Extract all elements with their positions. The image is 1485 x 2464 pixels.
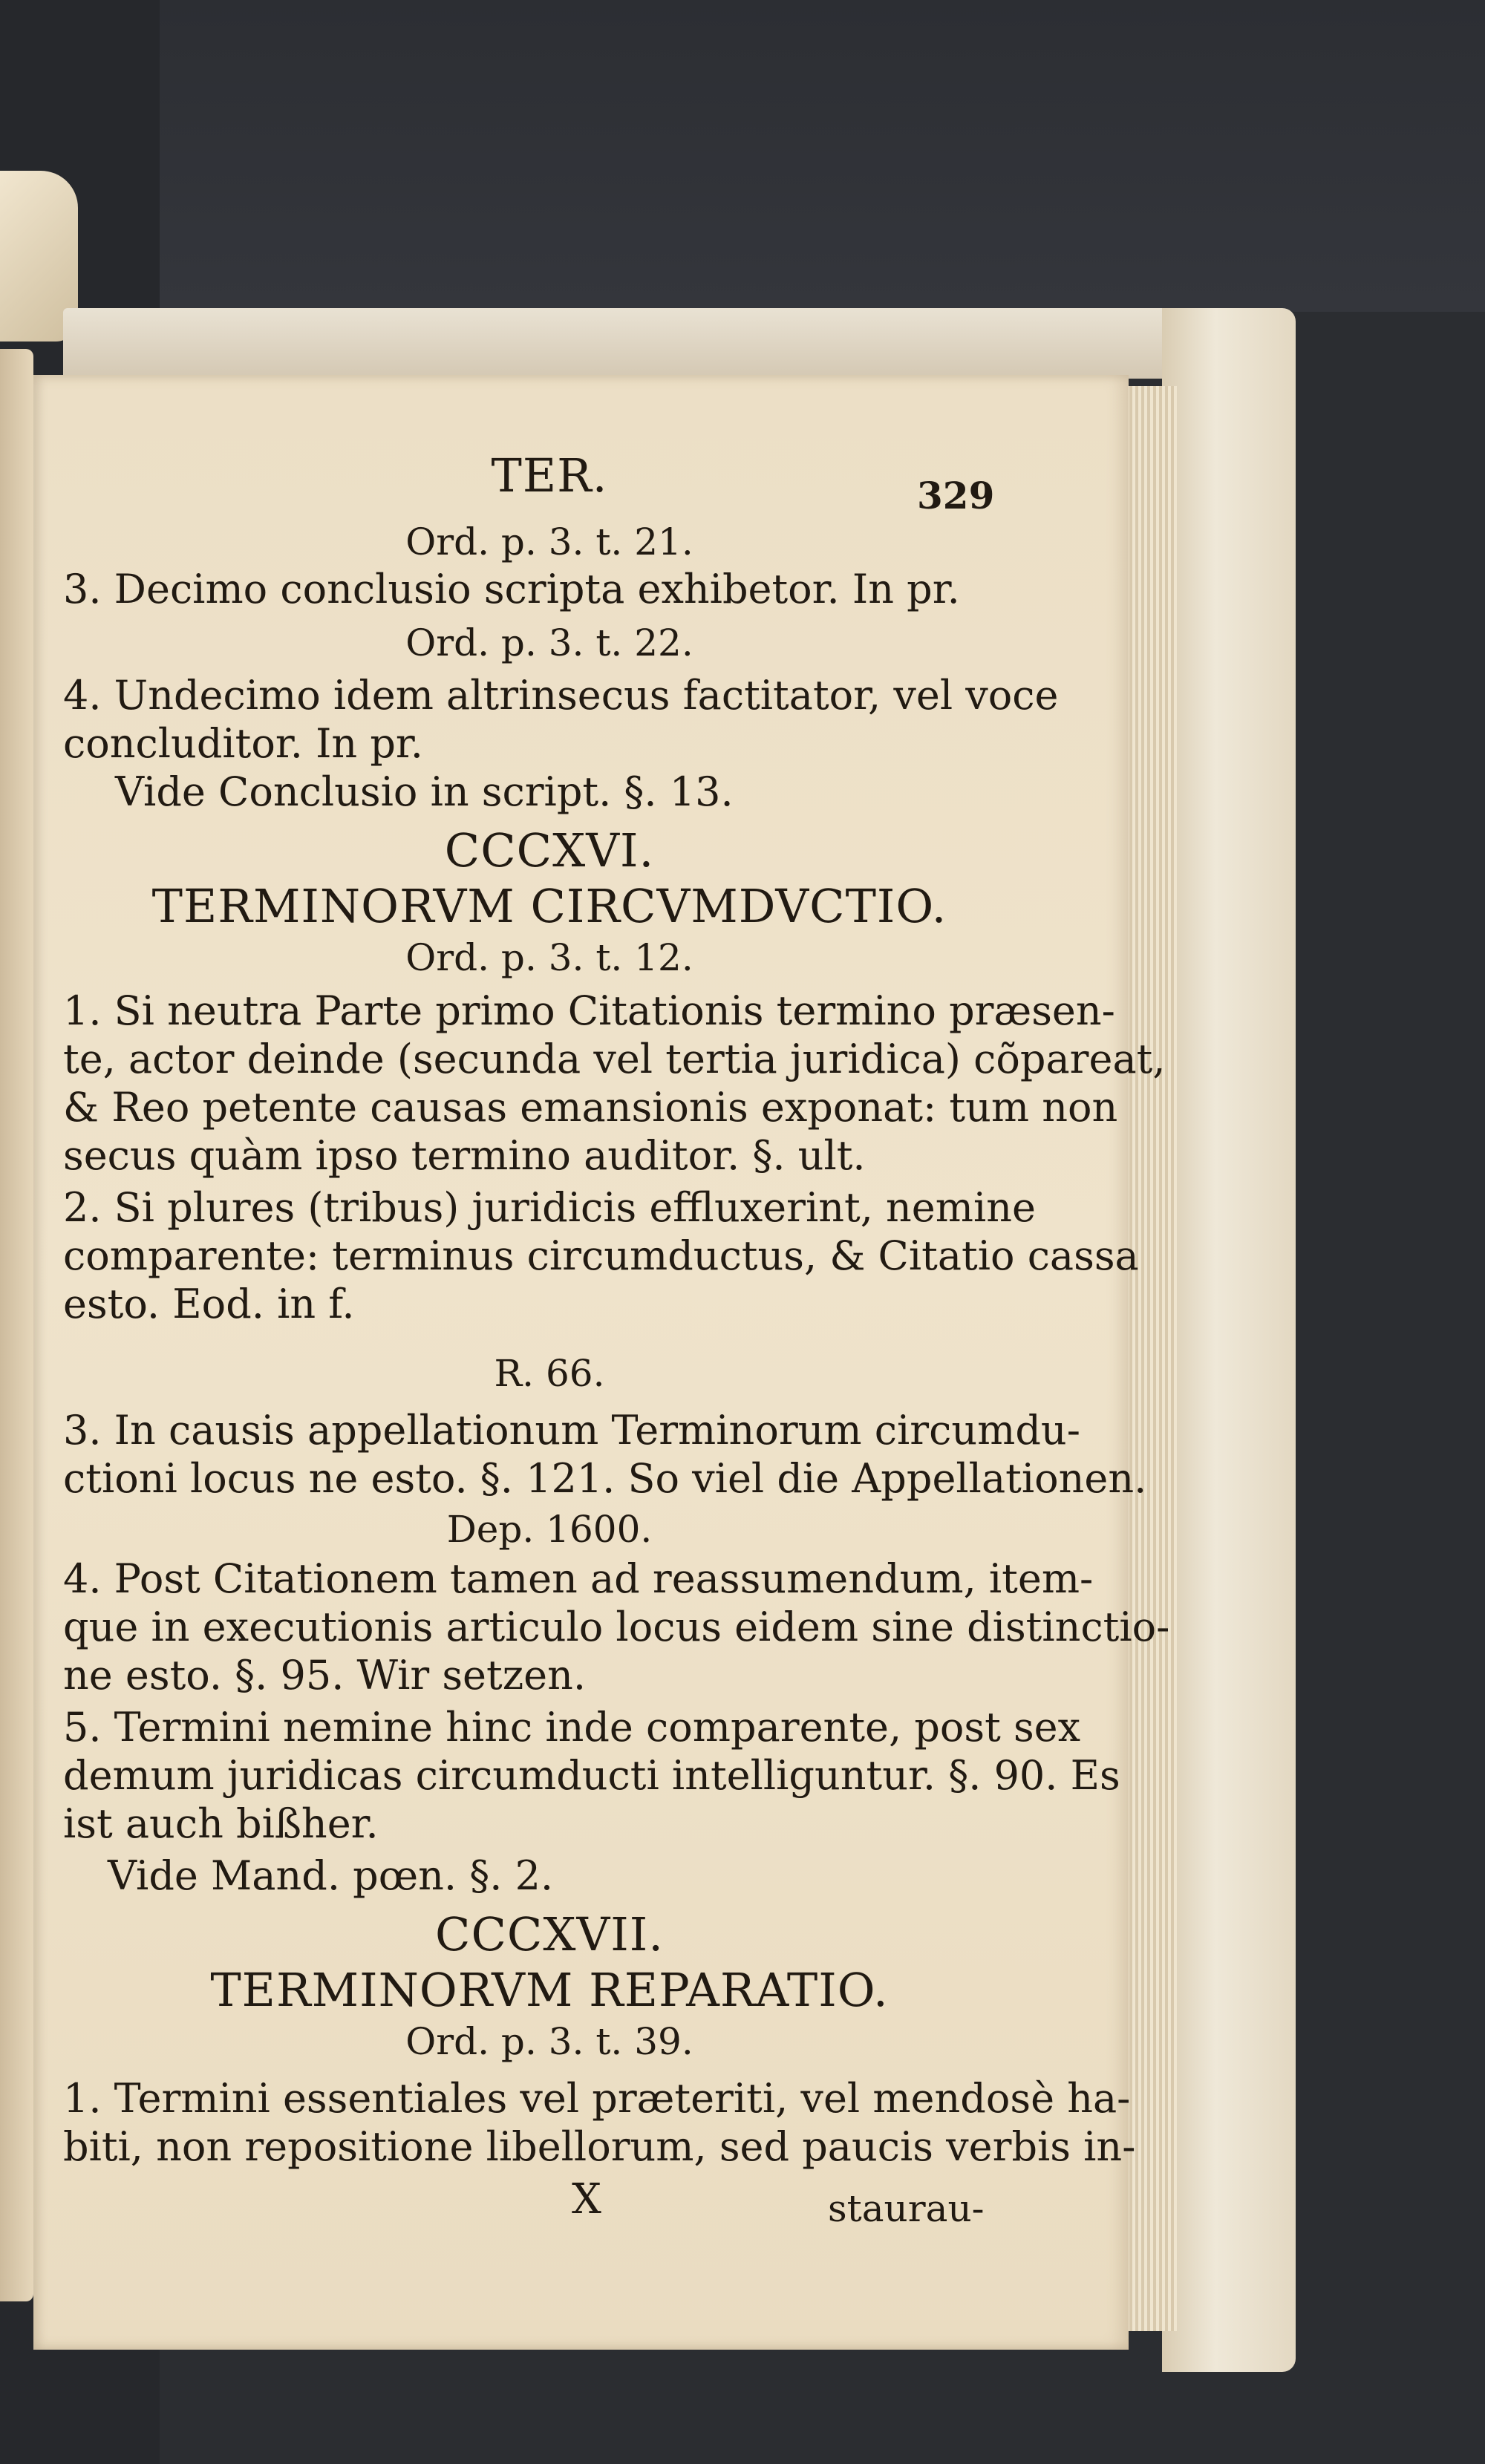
facing-page-edge (0, 349, 33, 2301)
reference-line: R. 66. (494, 1352, 605, 1395)
vellum-cover-right (1162, 308, 1296, 2372)
background-top (0, 0, 1485, 312)
reference-line: Ord. p. 3. t. 39. (405, 2020, 693, 2063)
text-line: secus quàm ipso termino auditor. §. ult. (63, 1132, 866, 1179)
see-also-line: Vide Mand. pœn. §. 2. (108, 1852, 554, 1899)
text-line: que in executionis articulo locus eidem sine distinctio- (63, 1604, 1170, 1650)
catchword: staurau- (828, 2187, 985, 2230)
text-line: ne esto. §. 95. Wir setzen. (63, 1652, 587, 1699)
text-line: comparente: terminus circumductus, & Citatio cassa (63, 1232, 1139, 1279)
text-line: 1. Termini essentiales vel præteriti, vel mendosè ha- (63, 2075, 1131, 2122)
vellum-cover-top (63, 308, 1273, 379)
text-line: concluditor. In pr. (63, 720, 423, 767)
text-line: 3. Decimo conclusio scripta exhibetor. In pr. (63, 566, 960, 612)
text-line: demum juridicas circumducti intelliguntur. §. 90. Es (63, 1752, 1120, 1799)
text-line: ist auch bißher. (63, 1800, 379, 1847)
text-line: 2. Si plures (tribus) juridicis effluxerint, nemine (63, 1184, 1036, 1231)
reference-line: Dep. 1600. (446, 1508, 653, 1551)
text-line: biti, non repositione libellorum, sed paucis verbis in- (63, 2123, 1136, 2170)
signature-mark: X (572, 2175, 601, 2223)
reference-line: Ord. p. 3. t. 22. (405, 621, 693, 664)
section-number: CCCXVI. (444, 823, 655, 878)
text-line: 4. Undecimo idem altrinsecus factitator, vel voce (63, 672, 1059, 719)
text-line: te, actor deinde (secunda vel tertia juridica) cõpareat, (63, 1036, 1166, 1082)
book-page (33, 375, 1170, 2350)
section-title: TERMINORVM CIRCVMDVCTIO. (151, 879, 947, 933)
section-number: CCCXVII. (435, 1907, 664, 1961)
page-number: 329 (917, 474, 995, 517)
text-line: & Reo petente causas emansionis exponat: tum non (63, 1084, 1118, 1131)
text-line: 3. In causis appellationum Terminorum circumdu- (63, 1407, 1080, 1454)
running-title: TER. (491, 448, 608, 503)
text-line: 1. Si neutra Parte primo Citationis termino præsen- (63, 987, 1115, 1034)
text-line: esto. Eod. in f. (63, 1281, 355, 1327)
text-line: 5. Termini nemine hinc inde comparente, post sex (63, 1704, 1081, 1751)
see-also-line: Vide Conclusio in script. §. 13. (115, 768, 734, 815)
text-line: ctioni locus ne esto. §. 121. So viel die Appellationen. (63, 1455, 1147, 1502)
section-title: TERMINORVM REPARATIO. (210, 1963, 889, 2017)
reference-line: Ord. p. 3. t. 21. (405, 520, 693, 563)
reference-line: Ord. p. 3. t. 12. (405, 936, 693, 979)
text-line: 4. Post Citationem tamen ad reassumendum, item- (63, 1555, 1094, 1602)
